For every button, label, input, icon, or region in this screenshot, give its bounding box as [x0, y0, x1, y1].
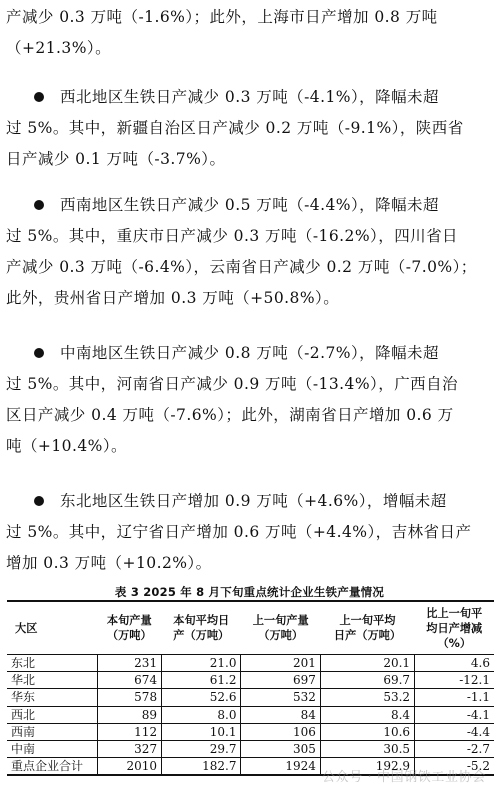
- paragraph-line: [6, 2, 492, 33]
- table-header-row: [7, 601, 494, 655]
- value-cell: 697: [241, 672, 320, 689]
- value-cell: 327: [97, 740, 162, 757]
- value-cell: 29.7: [162, 740, 241, 757]
- bullet-icon: [34, 200, 44, 210]
- line-text: 西北地区生铁日产减少 0.3 万吨（-4.1%），降幅未超: [60, 88, 439, 106]
- value-cell: 182.7: [162, 758, 241, 776]
- value-cell: 674: [97, 672, 162, 689]
- region-cell: 东北: [7, 655, 97, 672]
- table-title: 表 3 2025 年 8 月下旬重点统计企业生铁产量情况: [114, 585, 385, 599]
- region-cell: 重点企业合计: [7, 758, 97, 776]
- bullet-icon: [34, 496, 44, 506]
- line-text: 此外，贵州省日产增加 0.3 万吨（+50.8%）。: [6, 289, 340, 307]
- value-cell: 84: [241, 706, 320, 723]
- value-cell: 4.6: [415, 655, 494, 672]
- bullet-icon: [34, 348, 44, 358]
- table-row: [7, 689, 494, 706]
- column-header-text: 大区: [15, 621, 38, 635]
- paragraph-line: [6, 517, 492, 548]
- paragraph: [6, 190, 492, 314]
- column-header: [162, 601, 241, 655]
- value-cell: 578: [97, 689, 162, 706]
- table-row: [7, 706, 494, 723]
- column-header: [7, 601, 97, 655]
- bullet-icon: [34, 92, 44, 102]
- column-header-text: 上一旬产量: [252, 614, 309, 627]
- table-row: [7, 740, 494, 757]
- column-header-text: 日产（万吨）: [333, 629, 402, 642]
- paragraph-line: [6, 82, 492, 113]
- table-body: [7, 655, 494, 776]
- paragraph-line: [6, 113, 492, 144]
- value-cell: 30.5: [320, 740, 414, 757]
- value-cell: 89: [97, 706, 162, 723]
- paragraph-line: [6, 338, 492, 369]
- line-text: 西南地区生铁日产减少 0.5 万吨（-4.4%），降幅未超: [60, 196, 439, 214]
- paragraph-line: [6, 190, 492, 221]
- paragraph-line: [6, 400, 492, 431]
- line-text: 产减少 0.3 万吨（-6.4%），云南省日产减少 0.2 万吨（-7.0%）；: [6, 258, 477, 276]
- column-header-text: （%）: [437, 636, 472, 650]
- line-text: 过 5%。其中，新疆自治区日产减少 0.2 万吨（-9.1%），陕西省: [6, 119, 464, 137]
- paragraph-line: [6, 144, 492, 175]
- value-cell: 112: [97, 723, 162, 740]
- table-row: [7, 672, 494, 689]
- region-cell: 西南: [7, 723, 97, 740]
- column-header-text: 本旬产量: [106, 614, 152, 627]
- value-cell: 231: [97, 655, 162, 672]
- value-cell: -12.1: [415, 672, 494, 689]
- paragraph-line: [6, 283, 492, 314]
- paragraph-line: [6, 369, 492, 400]
- region-cell: 华东: [7, 689, 97, 706]
- line-text: 日产减少 0.1 万吨（-3.7%）。: [6, 150, 226, 168]
- value-cell: 192.9: [320, 758, 414, 776]
- value-cell: 201: [241, 655, 320, 672]
- table-row: [7, 655, 494, 672]
- line-text: 过 5%。其中，重庆市日产减少 0.3 万吨（-16.2%），四川省日: [6, 227, 458, 245]
- value-cell: 21.0: [162, 655, 241, 672]
- value-cell: 8.0: [162, 706, 241, 723]
- value-cell: 1924: [241, 758, 320, 776]
- value-cell: 10.6: [320, 723, 414, 740]
- watermark: 公众号 · 中国钢铁工业协会: [322, 770, 486, 785]
- value-cell: -4.1: [415, 706, 494, 723]
- value-cell: 52.6: [162, 689, 241, 706]
- paragraph-line: [6, 221, 492, 252]
- value-cell: 532: [241, 689, 320, 706]
- region-cell: 中南: [7, 740, 97, 757]
- value-cell: 8.4: [320, 706, 414, 723]
- value-cell: 20.1: [320, 655, 414, 672]
- value-cell: 61.2: [162, 672, 241, 689]
- region-cell: 华北: [7, 672, 97, 689]
- column-header-text: （万吨）: [258, 629, 304, 642]
- value-cell: 305: [241, 740, 320, 757]
- value-cell: -2.7: [415, 740, 494, 757]
- column-header: [415, 601, 494, 655]
- line-text: 吨（+10.4%）。: [6, 437, 127, 455]
- value-cell: 53.2: [320, 689, 414, 706]
- paragraph-line: [6, 548, 492, 579]
- value-cell: -4.4: [415, 723, 494, 740]
- line-text: 增加 0.3 万吨（+10.2%）。: [6, 554, 212, 572]
- line-text: 过 5%。其中，辽宁省日产增加 0.6 万吨（+4.4%），吉林省日产: [6, 523, 472, 541]
- value-cell: -1.1: [415, 689, 494, 706]
- value-cell: 106: [241, 723, 320, 740]
- value-cell: 10.1: [162, 723, 241, 740]
- column-header: [97, 601, 162, 655]
- paragraph-line: [6, 252, 492, 283]
- column-header-text: 比上一旬平: [426, 606, 483, 620]
- paragraph: [6, 82, 492, 175]
- line-text: 东北地区生铁日产增加 0.9 万吨（+4.6%），增幅未超: [60, 492, 447, 510]
- column-header-text: 本旬平均日: [173, 614, 230, 627]
- paragraph: [6, 2, 492, 64]
- column-header-text: 产（万吨）: [173, 629, 230, 642]
- column-header-text: （万吨）: [106, 629, 152, 642]
- line-text: 区日产减少 0.4 万吨（-7.6%）；此外，湖南省日产增加 0.6 万: [6, 406, 454, 424]
- paragraph-line: [6, 33, 492, 64]
- line-text: 过 5%。其中，河南省日产减少 0.9 万吨（-13.4%），广西自治: [6, 375, 458, 393]
- paragraph-line: [6, 486, 492, 517]
- paragraph-line: [6, 431, 492, 462]
- line-text: 中南地区生铁日产减少 0.8 万吨（-2.7%），降幅未超: [60, 344, 439, 362]
- column-header-text: 均日产增减: [426, 621, 483, 635]
- paragraph: [6, 486, 492, 579]
- line-text: （+21.3%）。: [6, 39, 112, 57]
- column-header-text: 上一旬平均: [339, 614, 396, 627]
- table-row: [7, 723, 494, 740]
- line-text: 产减少 0.3 万吨（-1.6%）；此外，上海市日产增加 0.8 万吨: [6, 8, 438, 26]
- value-cell: 2010: [97, 758, 162, 776]
- column-header: [320, 601, 414, 655]
- paragraph: [6, 338, 492, 462]
- region-cell: 西北: [7, 706, 97, 723]
- value-cell: 69.7: [320, 672, 414, 689]
- production-table: [7, 600, 494, 776]
- value-cell: -5.2: [415, 758, 494, 776]
- column-header: [241, 601, 320, 655]
